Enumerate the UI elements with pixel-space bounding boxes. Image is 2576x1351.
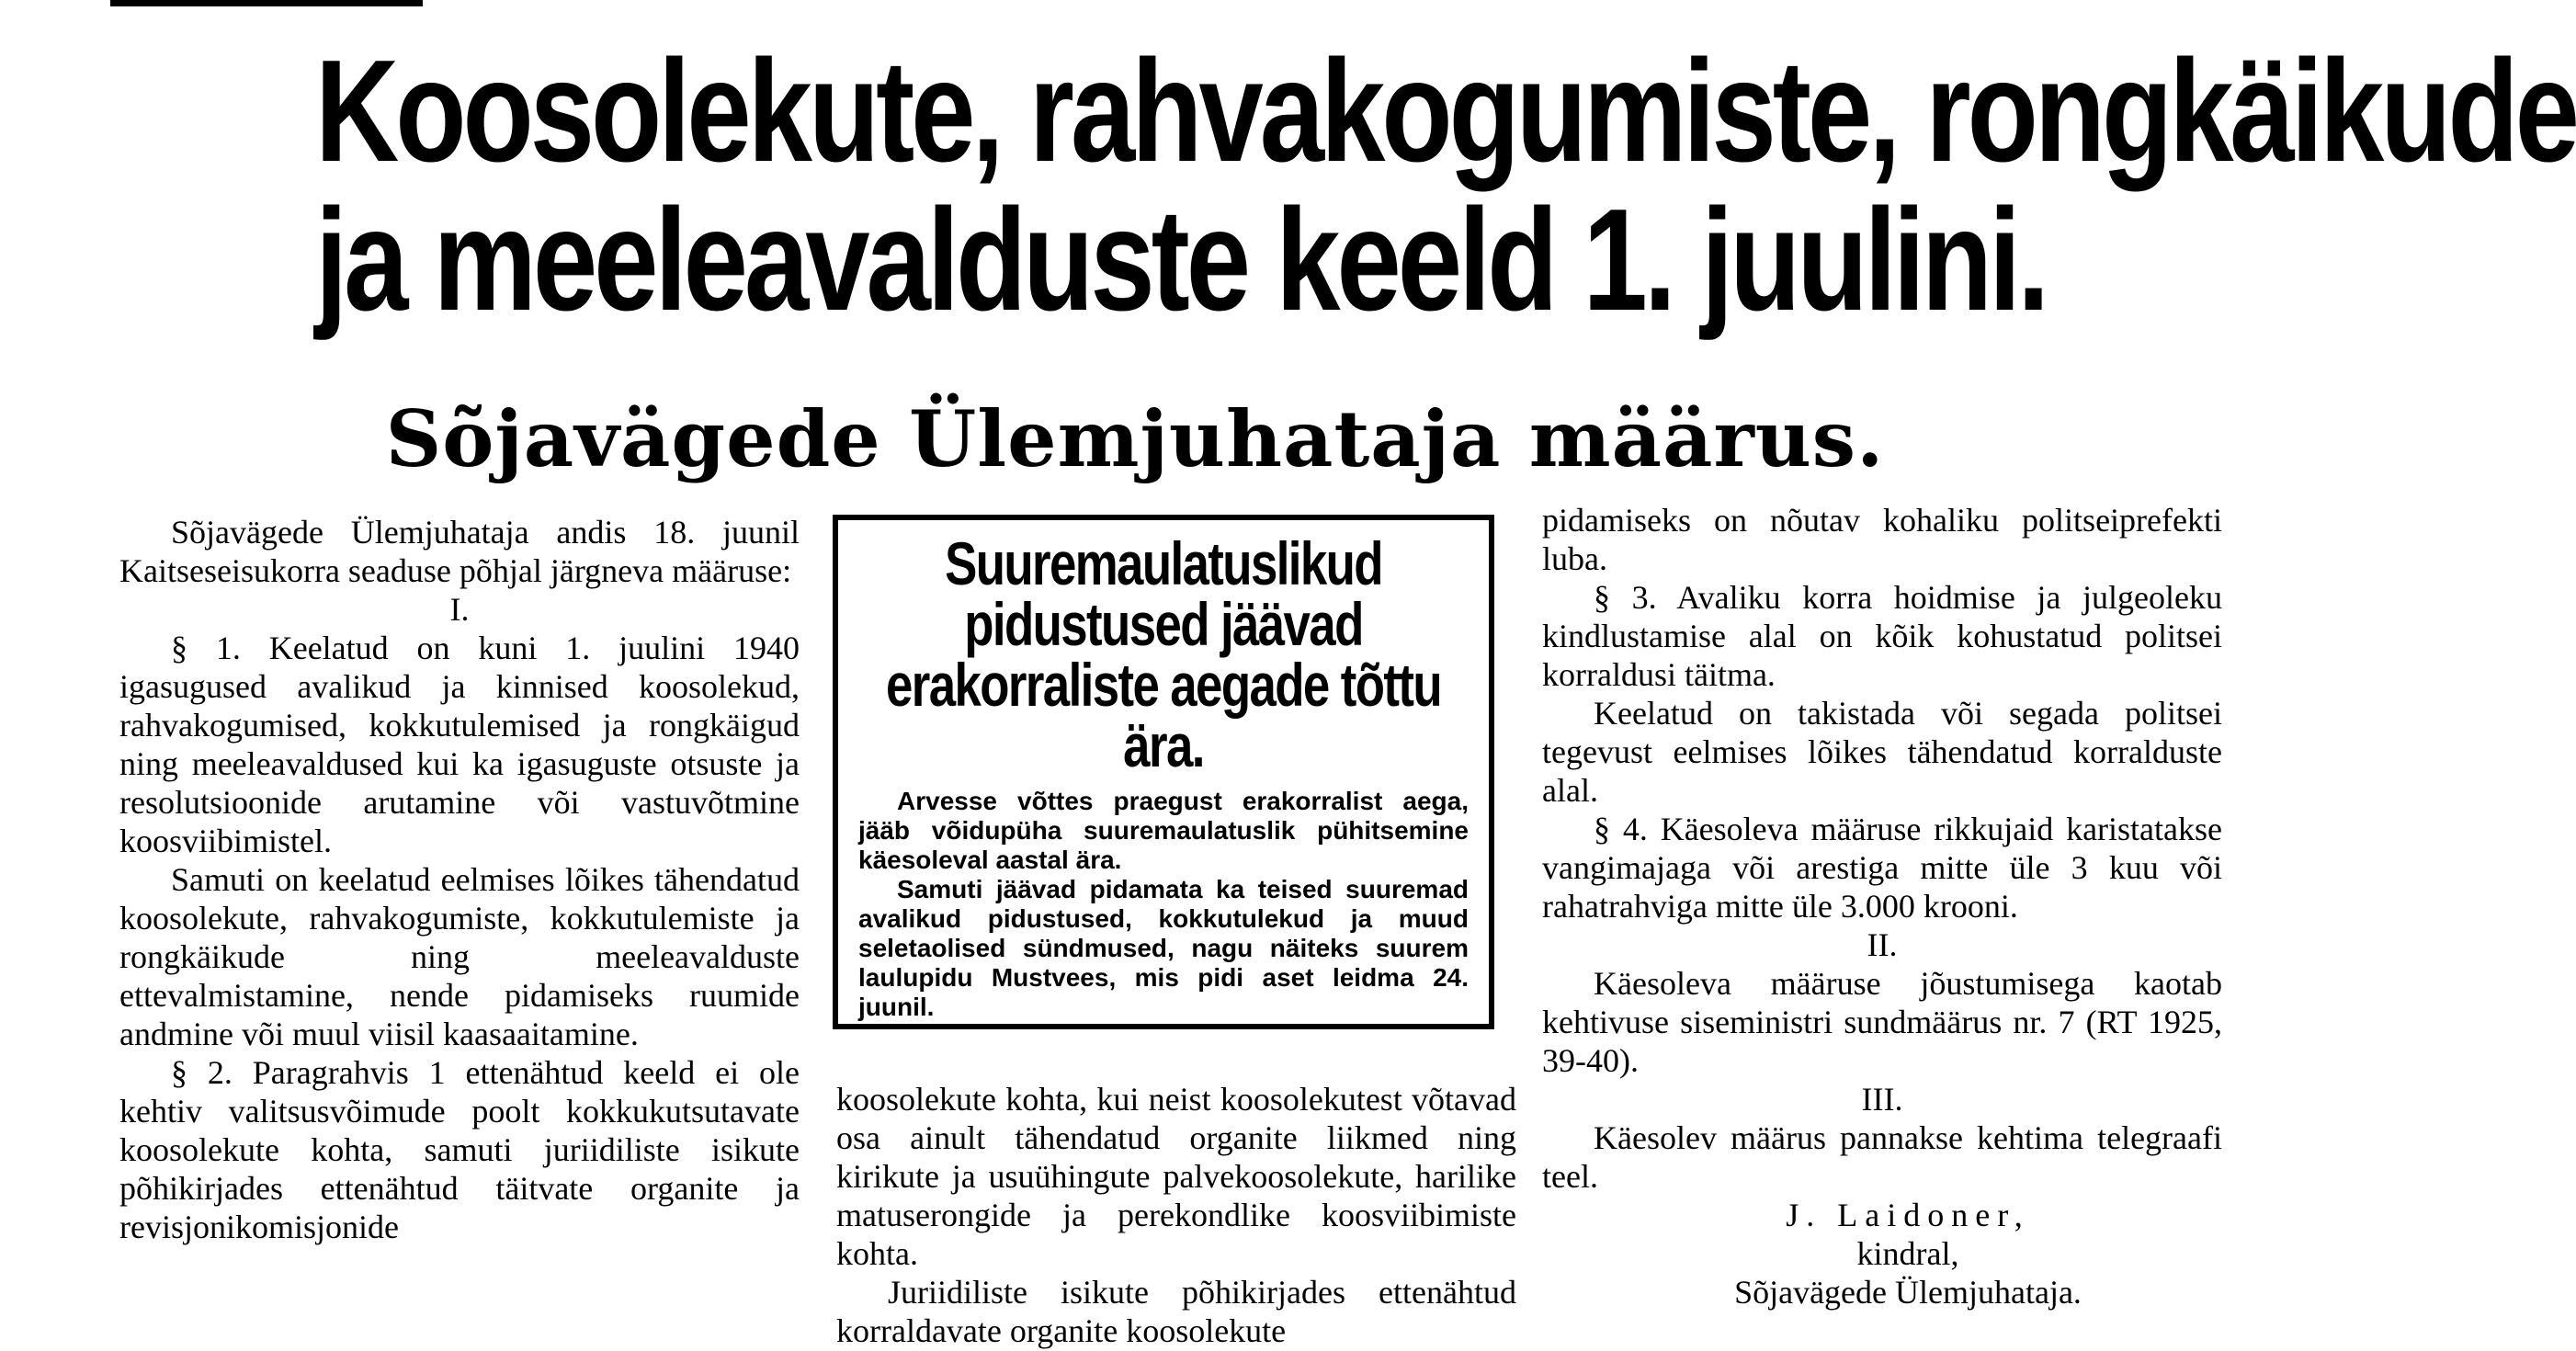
notice-paragraph-1: Arvesse võttes praegust erakorralist aega, jääb võidupüha suuremaulatuslik pühitsemine käesoleval aastal ära. xyxy=(858,787,1469,874)
paragraph-2-cont-2: Juriidiliste isikute põhikirjades ettenähtud korraldavate organite koosolekute xyxy=(836,1274,1516,1349)
signature-name: J. Laidoner, xyxy=(1786,1197,2030,1233)
top-rule xyxy=(110,0,423,6)
section-heading-ii: II. xyxy=(1867,926,1898,963)
notice-title: Suuremaulatuslikud pidustused jäävad erakorraliste aegade tõttu ära. xyxy=(886,529,1441,779)
signature-rank: kindral, xyxy=(1856,1235,1959,1272)
section-iii-paragraph: Käesolev määrus pannakse kehtima telegraafi teel. xyxy=(1542,1119,2222,1195)
paragraph-1: § 1. Keelatud on kuni 1. juulini 1940 igasugused avalikud ja kinnised koosolekud, rahvakogumised, kokkutulemised ja rongkäigud ning meeleavaldused kui ka igasuguste otsuste ja resolutsioonide arutamine või vastuvõtmine koosviibimistel. xyxy=(119,630,800,859)
intro-paragraph: Sõjavägede Ülemjuhataja andis 18. juunil Kaitseseisukorra seaduse põhjal järgneva määruse: xyxy=(119,514,800,589)
signature-title: Sõjavägede Ülemjuhataja. xyxy=(1734,1274,2082,1311)
subheadline: Sõjavägede Ülemjuhataja määrus. xyxy=(385,393,1885,484)
column-right xyxy=(1542,501,2222,1311)
paragraph-1-cont: Samuti on keelatud eelmises lõikes tähendatud koosolekute, rahvakogumiste, kokkutulemiste ja rongkäikude ning meeleavalduste ettevalmistamine, nende pidamiseks ruumide andmine või muul viisil kaasaaitamine. xyxy=(119,861,800,1052)
headline xyxy=(315,30,2576,341)
paragraph-4: § 4. Käesoleva määruse rikkujaid karistatakse vangimajaga või arestiga mitte üle 3 kuu või rahatrahviga mitte üle 3.000 krooni. xyxy=(1542,811,2222,925)
boxed-notice xyxy=(833,515,1494,1029)
paragraph-3-cont: Keelatud on takistada või segada politsei tegevust eelmises lõikes tähendatud korralduste alal. xyxy=(1542,695,2222,809)
headline-line-2: ja meeleavalduste keeld 1. juulini. xyxy=(315,179,2047,341)
column-middle xyxy=(836,1080,1516,1350)
notice-body xyxy=(858,787,1469,1022)
column-left xyxy=(119,513,800,1246)
headline-line-1: Koosolekute, rahvakogumiste, rongkäikude xyxy=(315,30,2576,192)
paragraph-2-end: pidamiseks on nõutav kohaliku politseiprefekti luba. xyxy=(1542,502,2222,577)
section-heading-iii: III. xyxy=(1861,1081,1903,1118)
notice-paragraph-2: Samuti jäävad pidamata ka teised suuremad avalikud pidustused, kokkutulekud ja muud seletaolised sündmused, nagu näiteks suurem laulupidu Mustvees, mis pidi aset leidma 24. juunil. xyxy=(858,875,1469,1021)
paragraph-3: § 3. Avaliku korra hoidmise ja julgeoleku kindlustamise alal on kõik kohustatud politsei korraldusi täitma. xyxy=(1542,579,2222,693)
section-ii-paragraph: Käesoleva määruse jõustumisega kaotab kehtivuse siseministri sundmäärus nr. 7 (RT 1925, 39-40). xyxy=(1542,965,2222,1079)
paragraph-2-cont: koosolekute kohta, kui neist koosolekutest võtavad osa ainult tähendatud organite liikmed ning kirikute ja usuühingute palvekoosolekute, harilike matuserongide ja perekondlike koosviibimiste kohta. xyxy=(836,1081,1516,1272)
paragraph-2: § 2. Paragrahvis 1 ettenähtud keeld ei ole kehtiv valitsusvõimude poolt kokkukutsutavate koosolekute kohta, samuti juriidiliste isikute põhikirjades ettenähtud täitvate organite ja revisjonikomisjonide xyxy=(119,1054,800,1245)
section-heading-i: I. xyxy=(449,591,470,628)
